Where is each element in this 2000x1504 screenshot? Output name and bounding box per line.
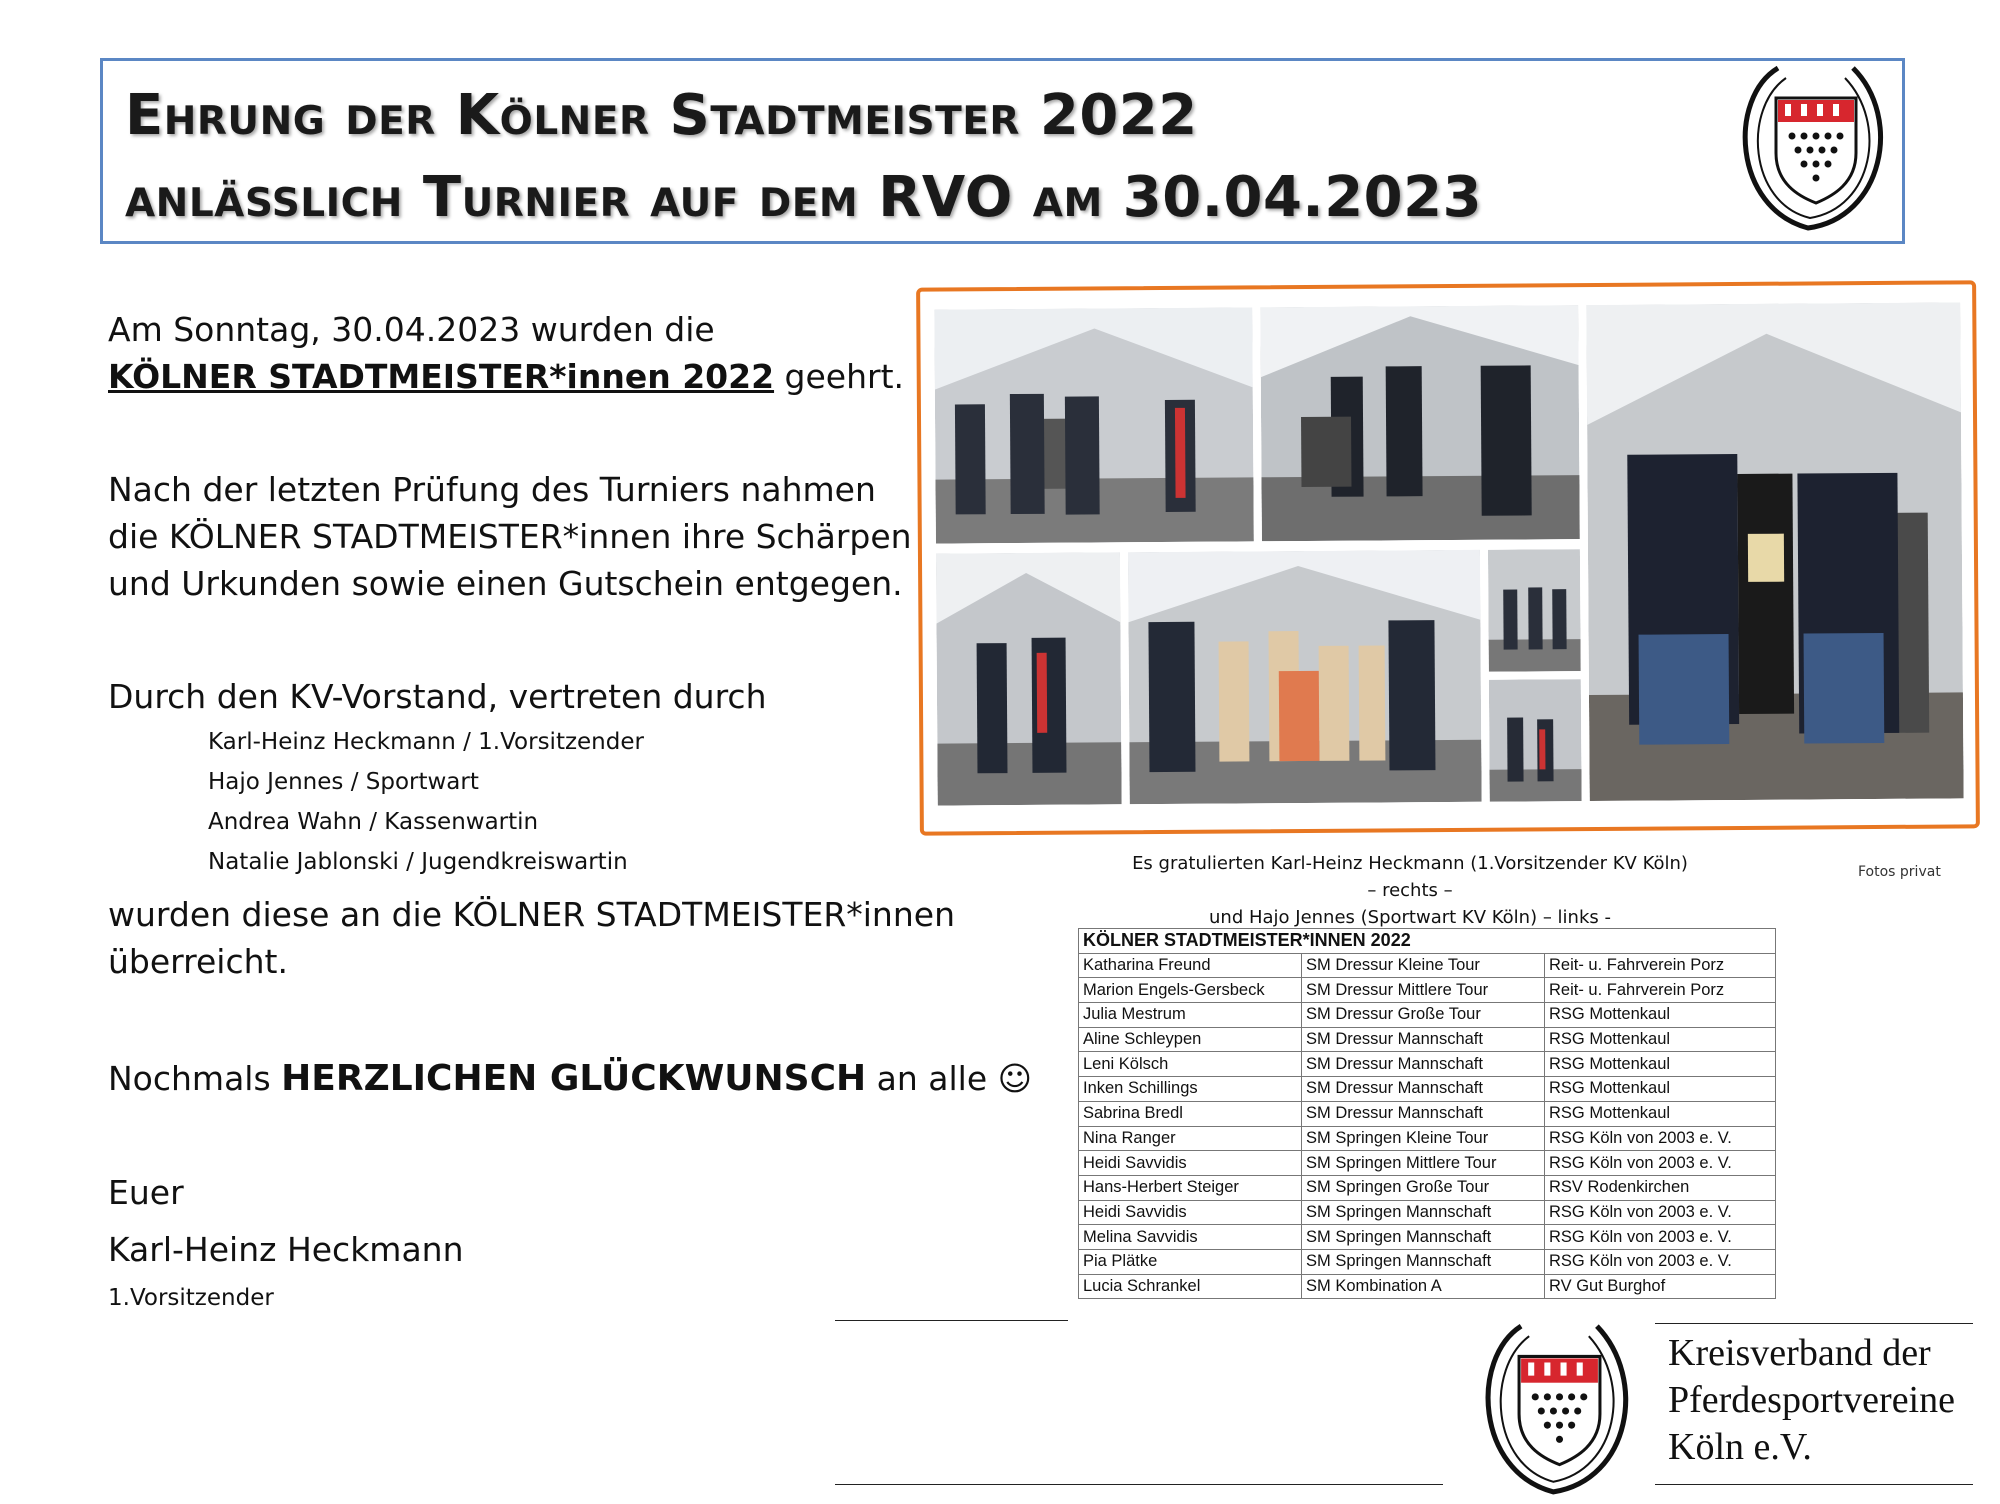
winner-name-cell: Sabrina Bredl [1079,1101,1302,1126]
handover-paragraph [108,891,955,985]
winner-name-cell: Leni Kölsch [1079,1052,1302,1077]
board-member: Natalie Jablonski / Jugendkreiswartin [208,849,628,875]
photo-caption-line-1: Es gratulierten Karl-Heinz Heckmann (1.Vorsitzender KV Köln) – rechts – [1132,853,1688,901]
ceremony-paragraph [108,466,912,607]
footer-org-line-3: Köln e.V. [1668,1426,1812,1468]
competition-cell: SM Springen Kleine Tour [1302,1126,1545,1151]
competition-cell: SM Springen Mannschaft [1302,1225,1545,1250]
club-cell: RSG Köln von 2003 e. V. [1545,1249,1776,1274]
page-subtitle: anlässlich Turnier auf dem RVO am 30.04.2023 [125,165,1483,230]
table-row [1079,1101,1776,1126]
title-box [100,58,1905,244]
winner-name-cell: Inken Schillings [1079,1077,1302,1102]
congrats-prefix: Nochmals [108,1059,282,1098]
winners-table [1078,928,1776,1299]
ceremony-line-1: Nach der letzten Prüfung des Turniers nahmen [108,470,876,509]
competition-cell: SM Dressur Große Tour [1302,1003,1545,1028]
horseshoe-crest-icon [1738,58,1893,238]
table-body [1079,953,1776,1299]
intro-highlight: KÖLNER STADTMEISTER*innen 2022 [108,357,775,396]
signature-role: 1.Vorsitzender [108,1285,274,1311]
footer-org-line-1: Kreisverband der [1668,1332,1931,1374]
congrats-line [108,1055,1032,1102]
competition-cell: SM Kombination A [1302,1274,1545,1299]
board-member: Andrea Wahn / Kassenwartin [208,809,539,835]
congrats-highlight: HERZLICHEN GLÜCKWUNSCH [281,1058,867,1099]
competition-cell: SM Springen Mannschaft [1302,1249,1545,1274]
board-member: Hajo Jennes / Sportwart [208,769,479,795]
photo-award-small-2 [1489,679,1582,802]
club-cell: Reit- u. Fahrverein Porz [1545,978,1776,1003]
club-cell: RSV Rodenkirchen [1545,1175,1776,1200]
board-member: Karl-Heinz Heckmann / 1.Vorsitzender [208,729,644,755]
winner-name-cell: Heidi Savvidis [1079,1200,1302,1225]
club-cell: RSG Köln von 2003 e. V. [1545,1200,1776,1225]
competition-cell: SM Dressur Mannschaft [1302,1052,1545,1077]
footer-org-line-2: Pferdesportvereine [1668,1379,1955,1421]
board-member-list [208,722,644,882]
table-title: KÖLNER STADTMEISTER*INNEN 2022 [1079,929,1776,954]
table-row [1079,1175,1776,1200]
footer-organization [1668,1330,1955,1471]
competition-cell: SM Dressur Mannschaft [1302,1027,1545,1052]
photo-collage-frame [916,280,1980,835]
association-logo [1738,58,1893,238]
club-cell: RSG Mottenkaul [1545,1003,1776,1028]
photo-award-group-3 [1128,550,1482,804]
intro-line-2-rest: geehrt. [774,357,905,396]
winner-name-cell: Marion Engels-Gersbeck [1079,978,1302,1003]
table-row [1079,1027,1776,1052]
handover-line-1: wurden diese an die KÖLNER STADTMEISTER*innen [108,895,955,934]
winner-name-cell: Heidi Savvidis [1079,1151,1302,1176]
winner-name-cell: Pia Plätke [1079,1249,1302,1274]
club-cell: RV Gut Burghof [1545,1274,1776,1299]
table-row [1079,1126,1776,1151]
photo-award-group-2 [936,552,1122,805]
winner-name-cell: Nina Ranger [1079,1126,1302,1151]
photo-award-small-1 [1488,549,1581,672]
competition-cell: SM Dressur Kleine Tour [1302,953,1545,978]
table-row [1079,953,1776,978]
horseshoe-crest-icon [1468,1318,1650,1500]
club-cell: RSG Mottenkaul [1545,1052,1776,1077]
table-row [1079,1200,1776,1225]
table-row [1079,1003,1776,1028]
club-cell: RSG Köln von 2003 e. V. [1545,1126,1776,1151]
club-cell: RSG Mottenkaul [1545,1077,1776,1102]
handover-line-2: überreicht. [108,942,288,981]
intro-line-1: Am Sonntag, 30.04.2023 wurden die [108,310,715,349]
footer-logo [1468,1318,1650,1500]
table-row [1079,1249,1776,1274]
club-cell: Reit- u. Fahrverein Porz [1545,953,1776,978]
winner-name-cell: Hans-Herbert Steiger [1079,1175,1302,1200]
ceremony-line-3: und Urkunden sowie einen Gutschein entgegen. [108,564,903,603]
competition-cell: SM Springen Mannschaft [1302,1200,1545,1225]
competition-cell: SM Springen Mittlere Tour [1302,1151,1545,1176]
winner-name-cell: Julia Mestrum [1079,1003,1302,1028]
winner-name-cell: Melina Savvidis [1079,1225,1302,1250]
ceremony-line-2: die KÖLNER STADTMEISTER*innen ihre Schärpen [108,517,912,556]
competition-cell: SM Dressur Mannschaft [1302,1101,1545,1126]
table-header-row [1079,929,1776,954]
club-cell: RSG Köln von 2003 e. V. [1545,1151,1776,1176]
photo-caption-line-2: und Hajo Jennes (Sportwart KV Köln) – links - [1209,907,1611,928]
photo-credit: Fotos privat [1858,864,1941,880]
winner-name-cell: Lucia Schrankel [1079,1274,1302,1299]
table-row [1079,1052,1776,1077]
intro-paragraph [108,306,904,400]
congrats-suffix: an alle ☺ [866,1059,1033,1098]
winner-name-cell: Katharina Freund [1079,953,1302,978]
table-row [1079,1151,1776,1176]
photo-award-handover-1 [1260,305,1580,541]
competition-cell: SM Springen Große Tour [1302,1175,1545,1200]
page-title: Ehrung der Kölner Stadtmeister 2022 [125,83,1198,148]
club-cell: RSG Mottenkaul [1545,1101,1776,1126]
winner-name-cell: Aline Schleypen [1079,1027,1302,1052]
club-cell: RSG Köln von 2003 e. V. [1545,1225,1776,1250]
competition-cell: SM Dressur Mannschaft [1302,1077,1545,1102]
photo-award-group-1 [934,307,1254,543]
footer-rule-right-top [1655,1323,1973,1324]
footer-rule-right-bottom [1655,1484,1973,1485]
table-row [1079,1274,1776,1299]
club-cell: RSG Mottenkaul [1545,1027,1776,1052]
photo-award-main [1586,302,1963,801]
signature-name: Karl-Heinz Heckmann [108,1230,464,1269]
photo-caption [1130,850,1690,931]
board-heading: Durch den KV-Vorstand, vertreten durch [108,677,767,716]
signature-greeting: Euer [108,1173,184,1212]
table-row [1079,1225,1776,1250]
competition-cell: SM Dressur Mittlere Tour [1302,978,1545,1003]
table-row [1079,1077,1776,1102]
footer-rule-bottom-left [835,1484,1443,1485]
table-row [1079,978,1776,1003]
footer-rule-left [835,1320,1068,1321]
intro-line-2 [108,353,904,400]
